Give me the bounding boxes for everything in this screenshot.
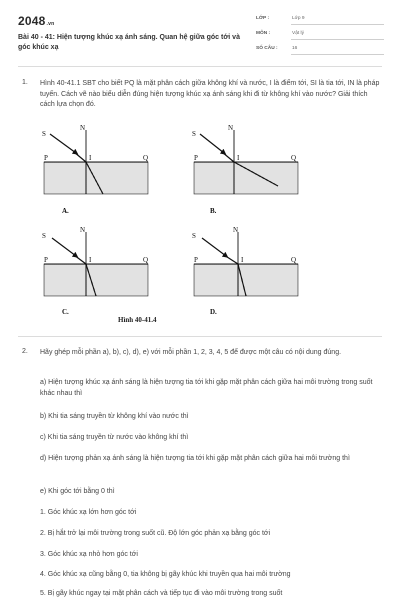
page-header (18, 12, 384, 62)
label-i: I (241, 256, 244, 264)
label-q: Q (291, 256, 297, 264)
logo-main: 2048 (18, 14, 46, 28)
panel-b (192, 124, 298, 215)
label-n: N (80, 124, 86, 132)
label-i: I (89, 256, 92, 264)
meta-value: 16 (292, 46, 298, 51)
meta-subject (256, 30, 384, 40)
meta-value: Vật lý (292, 31, 304, 36)
match-item-5: 5. Bị gãy khúc ngay tại mặt phân cách và tiếp tục đi vào môi trường trong suốt (40, 590, 283, 597)
panel-label: D. (210, 308, 217, 316)
match-item-2: 2. Bị hắt trở lại môi trường trong suốt cũ. Độ lớn góc phản xạ bằng góc tới (40, 530, 271, 537)
logo-suffix: .vn (46, 21, 55, 27)
label-n: N (228, 124, 234, 132)
figure-caption: Hình 40-41.4 (118, 316, 157, 324)
match-item-4: 4. Góc khúc xạ cũng bằng 0, tia không bị gãy khúc khi truyền qua hai môi trường (40, 571, 291, 578)
match-item-3: 3. Góc khúc xạ nhỏ hơn góc tới (40, 551, 138, 558)
label-p: P (44, 154, 48, 162)
label-i: I (89, 154, 92, 162)
match-item-a: a) Hiện tượng khúc xạ ánh sáng là hiện tượng tia tới khi gặp mặt phân cách giữa hai môi trường trong suốt khác nhau thì (40, 379, 373, 397)
question-1-text: Hình 40-41.1 SBT cho biết PQ là mặt phân cách giữa không khí và nước, I là điểm tới, SI là tia tới, IN là pháp tuyến. Cách vẽ nào biểu diễn đúng hiện tượng khúc xạ ánh sáng khi đi từ không khí vào nước? Giải thích cách lựa chọn đó. (40, 80, 380, 109)
lesson-title: Bài 40 - 41: Hiện tượng khúc xạ ánh sáng. Quan hệ giữa góc tới và góc khúc xạ (18, 34, 240, 51)
match-item-b: b) Khi tia sáng truyền từ không khí vào nước thì (40, 413, 189, 420)
refraction-figure (28, 120, 300, 330)
question-divider (18, 336, 382, 337)
label-s: S (42, 232, 46, 240)
panel-d (192, 226, 298, 316)
question-2-number: 2. (22, 348, 28, 355)
label-q: Q (143, 154, 149, 162)
label-n: N (80, 226, 86, 234)
match-item-1: 1. Góc khúc xạ lớn hơn góc tới (40, 509, 137, 516)
label-s: S (42, 130, 46, 138)
match-item-e: e) Khi góc tới bằng 0 thì (40, 488, 115, 495)
label-q: Q (291, 154, 297, 162)
panel-label: C. (62, 308, 69, 316)
label-s: S (192, 232, 196, 240)
panel-c (42, 226, 148, 316)
panel-label: B. (210, 207, 217, 215)
match-item-c: c) Khi tia sáng truyền từ nước vào không khí thì (40, 434, 189, 441)
label-p: P (194, 256, 198, 264)
label-n: N (233, 226, 239, 234)
meta-key: SỐ CÂU : (256, 46, 278, 51)
panel-label: A. (62, 207, 69, 215)
meta-value: Lớp 9 (292, 16, 305, 21)
question-2-intro: Hãy ghép mỗi phần a), b), c), d), e) với mỗi phần 1, 2, 3, 4, 5 để được một câu có nội dung đúng. (40, 349, 342, 356)
label-i: I (237, 154, 240, 162)
label-s: S (192, 130, 196, 138)
meta-key: MÔN : (256, 31, 271, 36)
header-divider (18, 66, 382, 67)
panel-a (42, 124, 148, 215)
question-1-number: 1. (22, 79, 28, 86)
refraction-diagrams (28, 120, 300, 330)
meta-key: LỚP : (256, 16, 270, 21)
site-logo[interactable] (18, 14, 54, 28)
match-item-d: d) Hiện tượng phản xạ ánh sáng là hiện tượng tia tới khi gặp mặt phân cách giữa hai môi trường thì (40, 455, 350, 462)
label-p: P (44, 256, 48, 264)
label-q: Q (143, 256, 149, 264)
label-p: P (194, 154, 198, 162)
meta-question-count (256, 45, 384, 55)
meta-grade (256, 15, 384, 25)
